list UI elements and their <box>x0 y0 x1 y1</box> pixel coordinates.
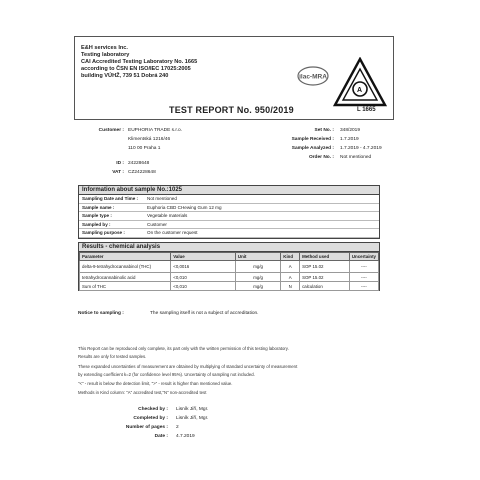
set-value: 348/2019 <box>340 128 361 133</box>
cell-uncertainty: ---- <box>349 273 378 282</box>
order-label: Order No. : <box>308 155 334 160</box>
svg-text:A: A <box>357 87 363 94</box>
footnote: "<" - result is below the detection limit, ">" - result is higher than mentioned value. <box>78 381 233 386</box>
ilac-mra-logo-icon <box>297 65 329 87</box>
pages-value: 2 <box>176 425 179 430</box>
date-value: 4.7.2019 <box>176 434 195 439</box>
footnote: Methods in Kind column: "A" accredited test,"N" non-accredited test <box>78 390 207 395</box>
cai-accreditation-logo-icon <box>333 57 387 109</box>
report-title: TEST REPORT No. 950/2019 <box>169 105 294 115</box>
info-row <box>79 204 379 213</box>
sample-info-section <box>78 185 380 239</box>
cell-kind: A <box>281 261 300 273</box>
cell-kind: A <box>281 273 300 282</box>
info-value: Not mentioned <box>147 196 177 201</box>
cell-kind: N <box>281 282 300 291</box>
svg-text:ilac-MRA: ilac-MRA <box>299 73 327 81</box>
info-value: Euphoria CBD CHewing Gum 12 mg <box>147 204 222 210</box>
info-value: Customer <box>147 221 167 227</box>
results-title: Results - chemical analysis <box>79 243 379 252</box>
checked-by-label: Checked by : <box>138 407 168 412</box>
col-header-kind: Kind <box>281 253 300 261</box>
info-key: Sampling purpose : <box>82 230 125 236</box>
footnote: Results are only for tested samples. <box>78 354 147 359</box>
customer-street: Klimentská 1216/46 <box>128 137 171 142</box>
cell-parameter: Sum of THC <box>80 282 171 291</box>
test-report-document <box>74 36 404 476</box>
cell-parameter: delta-9-tetrahydrocannabinol (THC) <box>80 261 171 273</box>
footnote: by extending coefficient k=2 (for confidence level 95%). Uncertainty of sampling not included. <box>78 372 255 377</box>
cell-uncertainty: ---- <box>349 261 378 273</box>
customer-id: 24228648 <box>128 161 150 166</box>
notice-text: The sampling itself is not a subject of accreditation. <box>150 311 259 316</box>
col-header-value: Value <box>171 253 236 261</box>
sample-info-title: Information about sample No.:1025 <box>79 186 379 195</box>
cell-method: SOP 15.02 <box>300 273 350 282</box>
analyzed-label: Sample Analyzed : <box>291 146 334 151</box>
results-header-row <box>80 253 379 261</box>
cell-method: SOP 15.02 <box>300 261 350 273</box>
info-key: Sampled by : <box>82 221 111 227</box>
info-value: On the customer request <box>147 230 198 236</box>
info-key: Sample type : <box>82 213 112 219</box>
info-value: Vegetable materials <box>147 213 188 219</box>
cell-parameter: tetrahydrocannabinolic acid <box>80 273 171 282</box>
lab-name: E&H services Inc. <box>81 45 128 51</box>
cell-uncertainty: ---- <box>349 282 378 291</box>
id-label: ID : <box>116 161 124 166</box>
results-table <box>79 252 379 291</box>
completed-by-value: Lisník Jiří, Mgr. <box>176 416 209 421</box>
cell-value: <0,010 <box>171 282 236 291</box>
lab-subtitle: Testing laboratory <box>81 52 130 58</box>
info-row <box>79 195 379 204</box>
customer-vat: CZ24228648 <box>128 170 156 175</box>
cell-value: <0,0016 <box>171 261 236 273</box>
table-row <box>80 261 379 273</box>
cell-unit: mg/g <box>235 282 280 291</box>
table-row <box>80 282 379 291</box>
accreditation-line: CAI Accredited Testing Laboratory No. 1665 <box>81 59 198 65</box>
info-row <box>79 229 379 238</box>
date-label: Date : <box>154 434 168 439</box>
footnote: These expanded uncertainties of measurement are obtained by multiplying of standard uncertainty of measurement <box>78 364 298 369</box>
received-value: 1.7.2019 <box>340 137 359 142</box>
footnote: This Report can be reproduced only complete, its part only with the written permission of this testing laboratory. <box>78 346 289 351</box>
info-row <box>79 221 379 230</box>
col-header-method: Method used <box>300 253 350 261</box>
order-value: Not mentioned <box>340 155 372 160</box>
received-label: Sample Received : <box>291 137 334 142</box>
notice-label: Notice to sampling : <box>78 311 124 316</box>
completed-by-label: Completed by : <box>133 416 168 421</box>
col-header-uncertainty: Uncertainty <box>349 253 378 261</box>
cai-number: L 1665 <box>357 107 376 113</box>
analyzed-value: 1.7.2019 - 4.7.2019 <box>340 146 382 151</box>
report-header <box>74 36 394 120</box>
info-row <box>79 212 379 221</box>
cell-unit: mg/g <box>235 261 280 273</box>
cell-method: calculation <box>300 282 350 291</box>
cell-value: <0,010 <box>171 273 236 282</box>
customer-name: EUPHORIA TRADE s.r.o. <box>128 128 183 133</box>
results-section <box>78 242 380 291</box>
customer-label: Customer : <box>98 128 124 133</box>
set-label: Set No. : <box>314 128 334 133</box>
info-key: Sample name : <box>82 204 115 210</box>
table-row <box>80 273 379 282</box>
standard-line: according to ČSN EN ISO/IEC 17025:2005 <box>81 66 191 72</box>
cell-unit: mg/g <box>235 273 280 282</box>
info-key: Sampling Date and Time : <box>82 196 139 201</box>
col-header-parameter: Parameter <box>80 253 171 261</box>
vat-label: VAT : <box>112 170 124 175</box>
customer-city: 110 00 Praha 1 <box>128 146 161 151</box>
col-header-unit: Unit <box>235 253 280 261</box>
pages-label: Number of pages : <box>125 425 168 430</box>
checked-by-value: Lisník Jiří, Mgr. <box>176 407 209 412</box>
address-line: building VÚHŽ, 739 51 Dobrá 240 <box>81 73 169 79</box>
